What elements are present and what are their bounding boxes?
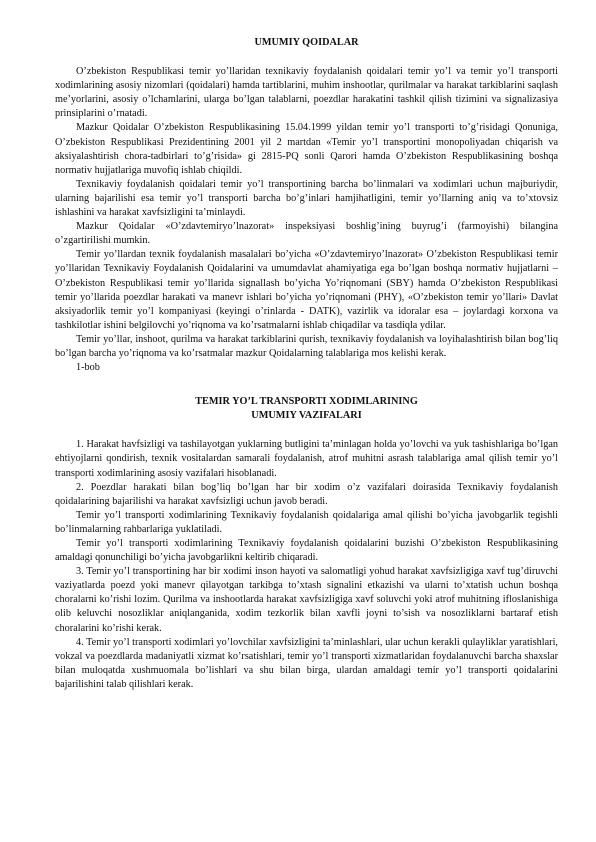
intro-paragraph-1: O’zbekiston Respublikasi temir yo’llaridan texnikaviy foydalanish qoidalari temir yo’l va temir yo’l transporti xodimlarining asosiy nizomlari (qoidalari) hamda tartiblarini, muhim inshootlar, qurilmalar va harakat tarkiblarini saqlash me’yorlarini, asosiy o’lchamlarini, ularga bo’lgan talablarni, poezdlar harakatini tashkil qilish tizimini va signalizasiya prinsiplarini o’rnatadi.: [55, 66, 558, 120]
duty-paragraph-5: 3. Temir yo’l transportining har bir xodimi inson hayoti va salomatligi yohud harakat xavfsizligiga xavf tug’diruvchi vaziyatlarda poezd yoki manevr qilayotgan tarkibga to’xtash signalini etkazishi va ularni to’xtatish uchun boshqa choralarni ko’rishi lozim. Qurilma va inshootlarda harakat xavfsizligiga xavf soluvchi yoki atrof muhitning ifloslanishiga olib keluvchi nosozliklar aniqlanganida, xodim tezkorlik bilan xavfli joyni to’sish va nosozliklarni bartaraf etish choralarini ko’rishi kerak.: [55, 566, 558, 634]
intro-section: [55, 65, 558, 375]
chapter-label: 1-bob: [76, 362, 100, 374]
section-heading: [55, 395, 558, 423]
document-title: UMUMIY QOIDALAR: [254, 37, 359, 48]
duty-paragraph-2: 2. Poezdlar harakati bilan bog’liq bo’lgan har bir xodim o’z vazifalari doirasida Texnikaviy foydalanish qoidalarining bajarilishi va harakat xavfsizligi uchun javob beradi.: [55, 481, 558, 507]
duty-paragraph-3: Temir yo’l transporti xodimlarining Texnikaviy foydalanish qoidalariga amal qilishi bo’yicha javobgarlik tegishli bo’linmalarning rahbarlariga yuklatiladi.: [55, 509, 558, 535]
intro-paragraph-4: Mazkur Qoidalar «O’zdavtemiryo’lnazorat» inspeksiyasi boshlig’ining buyrug’i (farmoyishi) bilangina o’zgartirilishi mumkin.: [55, 221, 558, 247]
duty-paragraph-6: 4. Temir yo’l transporti xodimlari yo’lovchilar xavfsizligini ta’minlashlari, ular uchun kerakli qulayliklar yaratishlari, vokzal va poezdlarda madaniyatli xizmat ko’rsatishlari, temir yo’l transporti xizmatlaridan foydalanuvchi barcha shaxslar bilan muloqatda xushmuomala bo’lishlari va shu bilan birga, ulardan amaldagi temir yo’l transporti qoidalarini bajarilishini talab qilishlari kerak.: [55, 636, 558, 690]
duty-paragraph-1: 1. Harakat havfsizligi va tashilayotgan yuklarning butligini ta’minlagan holda yo’lovchi va yuk tashishlariga bo’lgan ehtiyojlarni qondirish, texnik vositalardan samarali foydalanish, atrof muhitni asrash talablariga amal qilish temir yo’l transporti xodimlarining asosiy vazifalari hisoblanadi.: [55, 439, 558, 479]
section-heading-line-1: TEMIR YO’L TRANSPORTI XODIMLARINING: [195, 396, 418, 408]
intro-paragraph-5: Temir yo’llardan texnik foydalanish masalalari bo’yicha «O’zdavtemiryo’lnazorat» O’zbekiston Respublikasi temir yo’llaridan Texnikaviy Foydalanish Qoidalarini va umumdavlat ahamiyatiga ega bo’lgan boshqa normativ hujjatlarni – O’zbekiston Respublikasi temir yo’llarida signallash bo’yicha Yo’riqnomani (SBY) hamda O’zbekiston Respublikasi temir yo’llarida poezdlar harakati va manevr ishlari bo’yicha yo’riqnomani (PHY), «O’zbekiston temir yo’llari» Davlat aksiyadorlik temir yo’l kompaniyasi (keyingi o’rinlarda - DATK), vazirlik va idoralar esa – joylardagi korxona va tashkilotlar ishini belgilovchi yo’riqnoma va ko’rsatmalarni ishlab chiqadilar va tasdiqla ydilar.: [55, 249, 558, 331]
duties-section: [55, 438, 558, 692]
intro-paragraph-6: Temir yo’llar, inshoot, qurilma va harakat tarkiblarini qurish, texnikaviy foydalanish va loyihalashtirish bilan bog’liq bo’lgan barcha yo’riqnoma va ko’rsatmalar mazkur Qoidalarning talablariga mos kelishi kerak.: [55, 333, 558, 359]
duty-paragraph-4: Temir yo’l transporti xodimlarining Texnikaviy foydalanish qoidalarini buzishi O’zbekiston Respublikasining amaldagi qonunchiligi bo’yicha javobgarlikni keltirib chiqaradi.: [55, 538, 558, 564]
intro-paragraph-3: Texnikaviy foydalanish qoidalari temir yo’l transportining barcha bo’linmalari va xodimlari uchun majburiydir, ularning bajarilishi esa temir yo’l transporti barcha bo’g’inlari hamjihatligini, temir yo’llarning aniq va to’xtovsiz ishlashini va harakat xavfsizligini ta’minlaydi.: [55, 178, 558, 219]
section-heading-line-2: UMUMIY VAZIFALARI: [251, 410, 362, 422]
intro-paragraph-2: Mazkur Qoidalar O’zbekiston Respublikasining 15.04.1999 yildan temir yo’l transporti to’g’risidagi Qonuniga, O’zbekiston Respublikasi Prezidentining 2001 yil 2 martdan «Temir yo’l transportini monopoliyadan chiqarish va aksiyalashtirish chora-tadbirlari to’g’risida» gi 2815-PQ sonli Qarori hamda O’zbekiston Respublikasining boshqa normativ hujjatlariga muvofiq ishlab chiqildi.: [55, 122, 558, 176]
